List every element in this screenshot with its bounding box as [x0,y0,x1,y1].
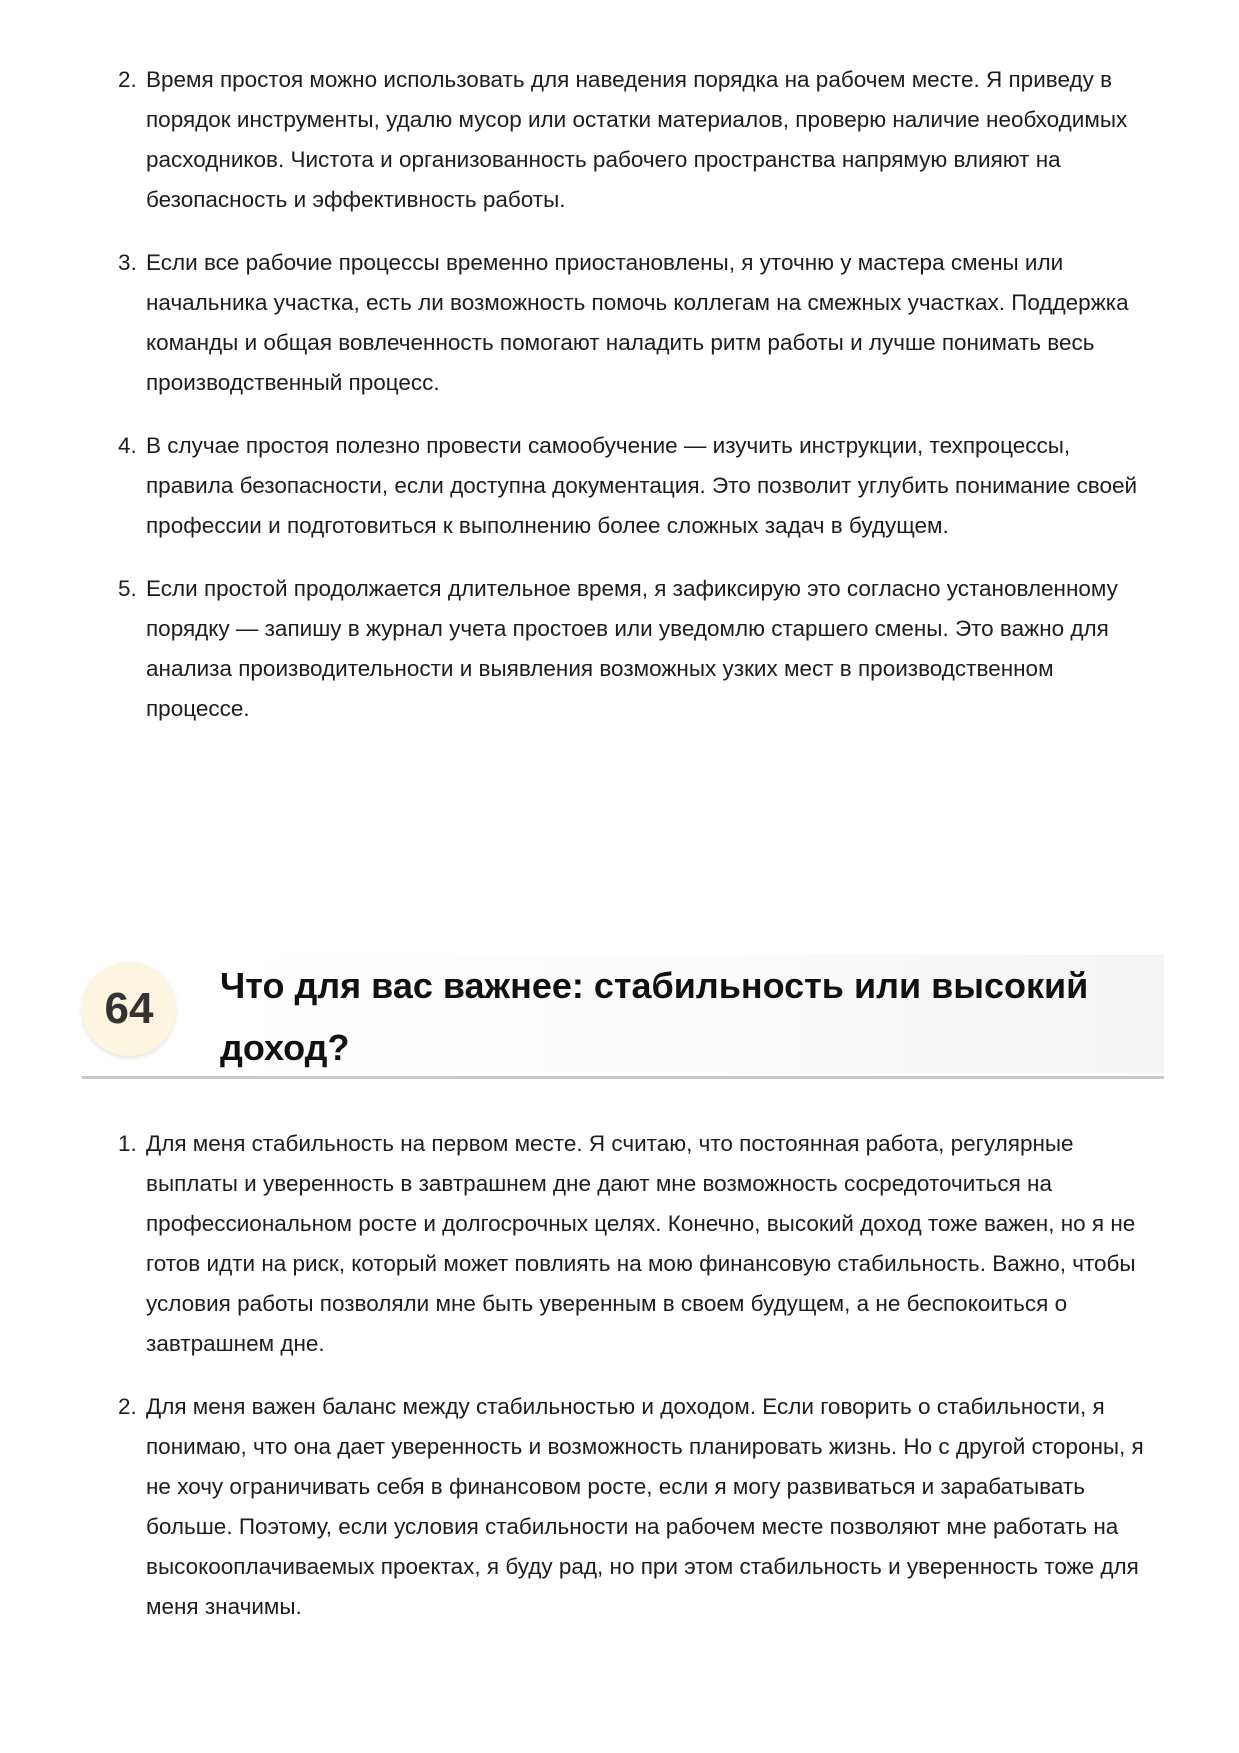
list-item-text: Если все рабочие процессы временно приостановлены, я уточню у мастера смены или начальника участка, есть ли возможность помочь коллегам на смежных участках. Поддержка команды и общая вовлеченность помогают наладить ритм работы и лучше понимать весь производственный процесс. [146,250,1129,395]
section-title: Что для вас важнее: стабильность или высокий доход? [220,965,1089,1068]
answer-list [118,1124,1163,1650]
section-divider [82,1076,1164,1079]
list-item-number: 4. [118,433,137,458]
answer-list-previous [118,60,1163,752]
section-header [82,955,1164,1079]
list-item-number: 2. [118,1394,137,1419]
list-item-text: Для меня важен баланс между стабильностью и доходом. Если говорить о стабильности, я понимаю, что она дает уверенность и возможность планировать жизнь. Но с другой стороны, я не хочу ограничивать себя в финансовом росте, если я могу развиваться и зарабатывать больше. Поэтому, если условия стабильности на рабочем месте позволяют мне работать на высокооплачиваемых проектах, я буду рад, но при этом стабильность и уверенность тоже для меня значимы. [146,1394,1144,1619]
list-item-text: В случае простоя полезно провести самообучение — изучить инструкции, техпроцессы, правила безопасности, если доступна документация. Это позволит углубить понимание своей профессии и подготовиться к выполнению более сложных задач в будущем. [146,433,1138,538]
list-item-number: 5. [118,576,137,601]
list-item [118,1124,1163,1364]
list-item [118,60,1163,220]
list-item [118,1387,1163,1627]
list-item [118,243,1163,403]
list-item [118,569,1163,729]
list-item-number: 3. [118,250,137,275]
question-number-badge: 64 [82,962,176,1056]
list-item-text: Для меня стабильность на первом месте. Я считаю, что постоянная работа, регулярные выплаты и уверенность в завтрашнем дне дают мне возможность сосредоточиться на профессиональном росте и долгосрочных целях. Конечно, высокий доход тоже важен, но я не готов идти на риск, который может повлиять на мою финансовую стабильность. Важно, чтобы условия работы позволяли мне быть уверенным в своем будущем, а не беспокоиться о завтрашнем дне. [146,1131,1136,1356]
list-item-text: Если простой продолжается длительное время, я зафиксирую это согласно установленному порядку — запишу в журнал учета простоев или уведомлю старшего смены. Это важно для анализа производительности и выявления возможных узких мест в производственном процессе. [146,576,1118,721]
list-item-text: Время простоя можно использовать для наведения порядка на рабочем месте. Я приведу в порядок инструменты, удалю мусор или остатки материалов, проверю наличие необходимых расходников. Чистота и организованность рабочего пространства напрямую влияют на безопасность и эффективность работы. [146,67,1128,212]
list-item [118,426,1163,546]
list-item-number: 2. [118,67,137,92]
list-item-number: 1. [118,1131,137,1156]
